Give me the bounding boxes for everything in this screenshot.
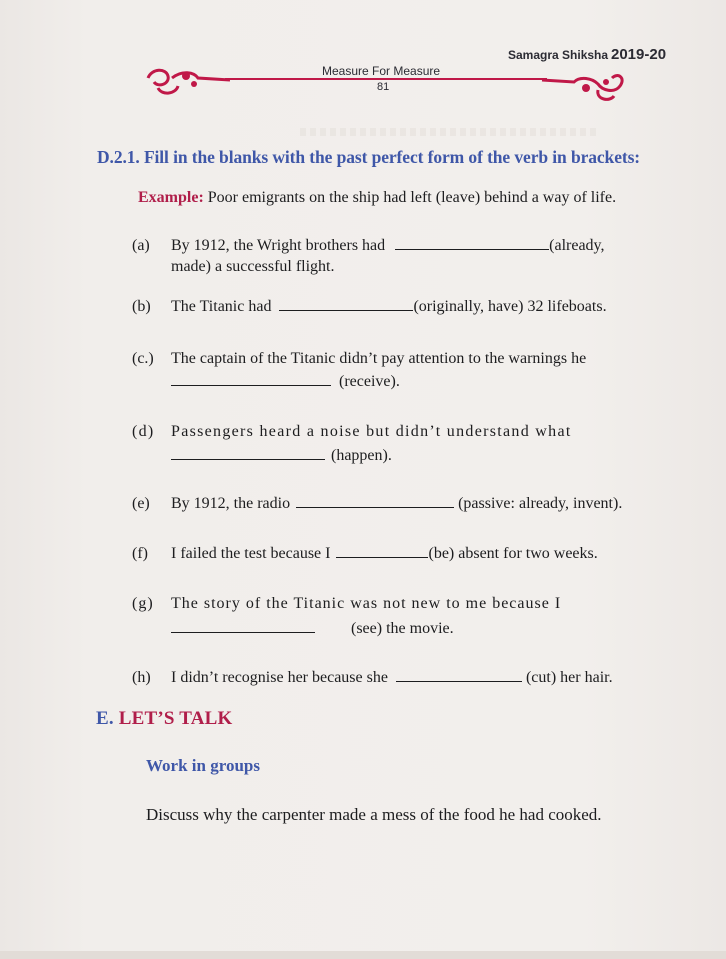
answer-blank[interactable] xyxy=(336,545,428,558)
answer-blank[interactable] xyxy=(279,298,413,311)
question-text: The Titanic had xyxy=(171,298,272,315)
question-marker: (f) xyxy=(132,545,148,562)
answer-blank[interactable] xyxy=(171,620,315,633)
question-text: (receive). xyxy=(339,373,400,390)
question-text: (passive: already, invent). xyxy=(458,495,623,512)
question-marker: (b) xyxy=(132,298,151,315)
question-d-line2 xyxy=(171,447,392,465)
show-through-text xyxy=(300,128,600,136)
question-g-line2 xyxy=(171,620,454,638)
section-d-heading: D.2.1. Fill in the blanks with the past perfect form of the verb in brackets: xyxy=(97,147,641,167)
page-bottom-edge xyxy=(0,951,726,959)
question-c xyxy=(132,350,586,368)
question-text: (see) the movie. xyxy=(351,620,454,637)
question-text: I failed the test because I xyxy=(171,545,331,562)
answer-blank[interactable] xyxy=(396,669,522,682)
question-b xyxy=(132,298,607,316)
question-f xyxy=(132,545,598,563)
question-g xyxy=(132,595,561,613)
answer-blank[interactable] xyxy=(171,373,331,386)
header-chapter-title: Measure For Measure xyxy=(322,64,441,78)
section-e-letter: E. xyxy=(96,708,114,729)
page-number: 81 xyxy=(377,81,390,93)
answer-blank[interactable] xyxy=(296,495,454,508)
question-text: (originally, have) 32 lifeboats. xyxy=(413,298,607,315)
question-a-line2 xyxy=(171,258,335,276)
question-marker: (h) xyxy=(132,669,151,686)
question-marker: (g) xyxy=(132,595,154,612)
answer-blank[interactable] xyxy=(171,447,325,460)
question-text: (cut) her hair. xyxy=(525,669,613,686)
question-h xyxy=(132,669,613,687)
question-text: The captain of the Titanic didn’t pay attention to the warnings he xyxy=(171,350,587,367)
question-text: The story of the Titanic was not new to me because I xyxy=(171,595,562,612)
question-text: By 1912, the radio xyxy=(171,495,291,512)
question-e xyxy=(132,495,622,513)
discussion-task: Discuss why the carpenter made a mess of the food he had cooked. xyxy=(146,805,602,824)
question-text: (be) absent for two weeks. xyxy=(428,545,598,562)
question-text: By 1912, the Wright brothers had xyxy=(171,237,386,254)
question-a xyxy=(132,237,605,255)
question-text: (happen). xyxy=(331,447,392,464)
answer-blank[interactable] xyxy=(395,237,549,250)
question-marker: (e) xyxy=(132,495,150,512)
question-marker: (a) xyxy=(132,237,150,254)
left-ornament-icon xyxy=(142,64,232,100)
section-e-title: LET’S TALK xyxy=(118,708,233,729)
question-text: made) a successful flight. xyxy=(171,258,335,275)
question-c-line2 xyxy=(171,373,400,391)
header-year: 2019-20 xyxy=(611,46,667,63)
header-brand: Samagra Shiksha xyxy=(508,48,609,62)
question-marker: (c.) xyxy=(132,350,154,367)
question-text: Passengers heard a noise but didn’t understand what xyxy=(171,423,572,440)
example-text: Poor emigrants on the ship had left (leave) behind a way of life. xyxy=(207,189,617,206)
example-line xyxy=(138,189,616,207)
question-d xyxy=(132,423,572,441)
work-in-groups-heading: Work in groups xyxy=(146,756,261,775)
right-ornament-icon xyxy=(540,70,630,106)
example-label: Example: xyxy=(138,189,204,206)
header-rule xyxy=(225,78,547,80)
question-text: (already, xyxy=(549,237,605,254)
question-text: I didn’t recognise her because she xyxy=(171,669,388,686)
section-e-heading xyxy=(96,708,233,730)
question-marker: (d) xyxy=(132,423,155,440)
